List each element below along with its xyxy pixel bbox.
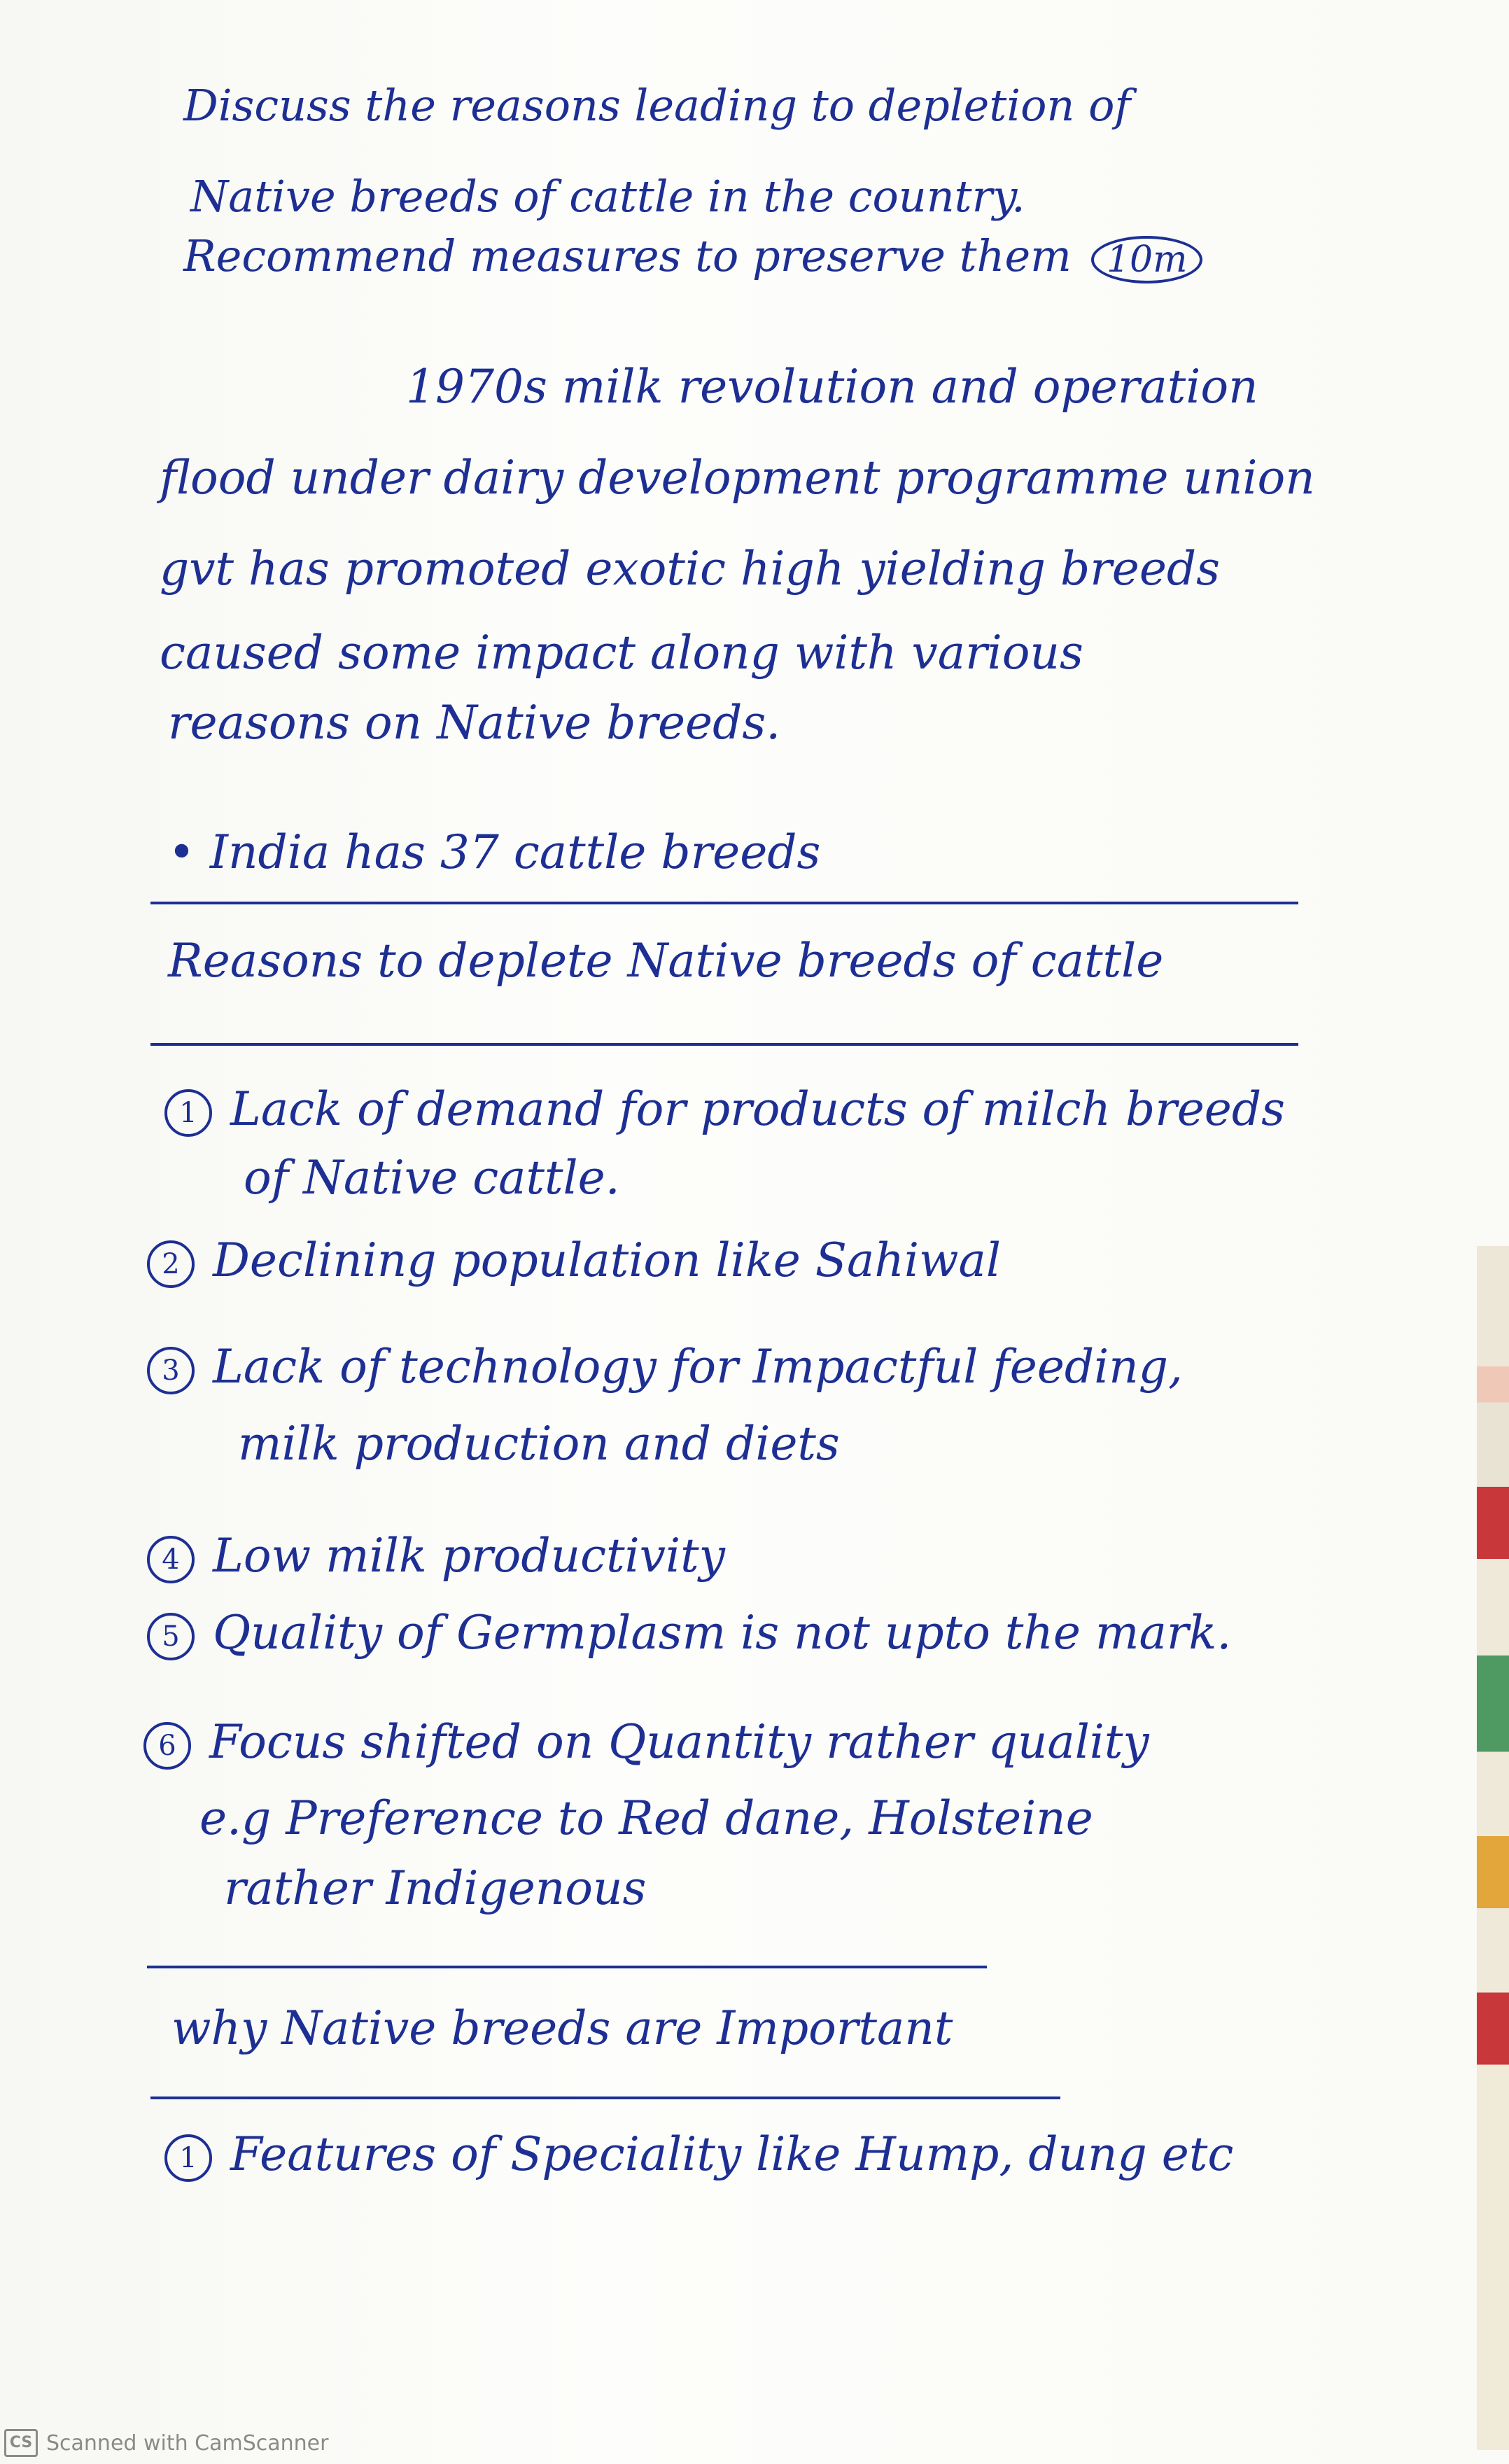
- item-number: 1: [164, 1089, 212, 1137]
- intro-line-1: 1970s milk revolution and operation: [406, 360, 1258, 414]
- item-number: 2: [147, 1240, 195, 1288]
- item-number: 5: [147, 1613, 195, 1660]
- reason-item-6-cont: e.g Preference to Red dane, Holsteine: [199, 1791, 1093, 1845]
- reason-text: Low milk productivity: [213, 1529, 725, 1583]
- question-line-1: Discuss the reasons leading to depletion of: [183, 80, 1131, 131]
- importance-item-1: [164, 2127, 1234, 2182]
- question-line-2: Native breeds of cattle in the country.: [190, 171, 1025, 222]
- intro-line-4: caused some impact along with various: [160, 626, 1083, 680]
- fact-line: • India has 37 cattle breeds: [168, 825, 821, 879]
- reason-text: Lack of demand for products of milch breeds: [230, 1082, 1285, 1136]
- item-number: 4: [147, 1536, 195, 1583]
- reason-item-6-cont: rather Indigenous: [224, 1861, 647, 1915]
- divider: [147, 1966, 987, 1968]
- divider: [150, 1043, 1298, 1046]
- importance-text: Features of Speciality like Hump, dung etc: [230, 2127, 1234, 2181]
- reason-text: Declining population like Sahiwal: [213, 1233, 1001, 1287]
- reason-item-2: [147, 1233, 1001, 1288]
- intro-line-2: flood under dairy development programme union: [160, 451, 1315, 505]
- divider: [150, 902, 1298, 904]
- reason-text: Focus shifted on Quantity rather quality: [209, 1715, 1149, 1769]
- question-line-3: [183, 230, 1202, 284]
- item-number: 1: [164, 2134, 212, 2182]
- reasons-heading: Reasons to deplete Native breeds of cattle: [168, 934, 1164, 988]
- reason-item-3: [147, 1340, 1183, 1394]
- reason-item-5: [147, 1606, 1232, 1660]
- reason-item-6: [143, 1715, 1149, 1770]
- reason-item-1: [164, 1082, 1285, 1137]
- reason-item-3-cont: milk production and diets: [238, 1417, 840, 1471]
- marks-badge: 10m: [1091, 236, 1202, 284]
- importance-heading: why Native breeds are Important: [171, 2001, 953, 2055]
- intro-line-5: reasons on Native breeds.: [168, 696, 781, 750]
- item-number: 6: [143, 1722, 191, 1770]
- reason-text: Lack of technology for Impactful feeding,: [213, 1340, 1183, 1394]
- reason-item-4: [147, 1529, 725, 1583]
- camscanner-logo: CS: [4, 2429, 38, 2457]
- reason-item-1-cont: of Native cattle.: [244, 1151, 620, 1205]
- scanner-watermark: [0, 2428, 328, 2458]
- scanner-watermark-text: Scanned with CamScanner: [46, 2430, 329, 2456]
- reason-text: Quality of Germplasm is not upto the mark.: [213, 1606, 1232, 1660]
- book-edge-strip: [1477, 1246, 1509, 2450]
- item-number: 3: [147, 1347, 195, 1394]
- divider: [150, 2096, 1060, 2099]
- intro-line-3: gvt has promoted exotic high yielding breeds: [160, 542, 1221, 596]
- question-line-3-text: Recommend measures to preserve them: [183, 230, 1072, 281]
